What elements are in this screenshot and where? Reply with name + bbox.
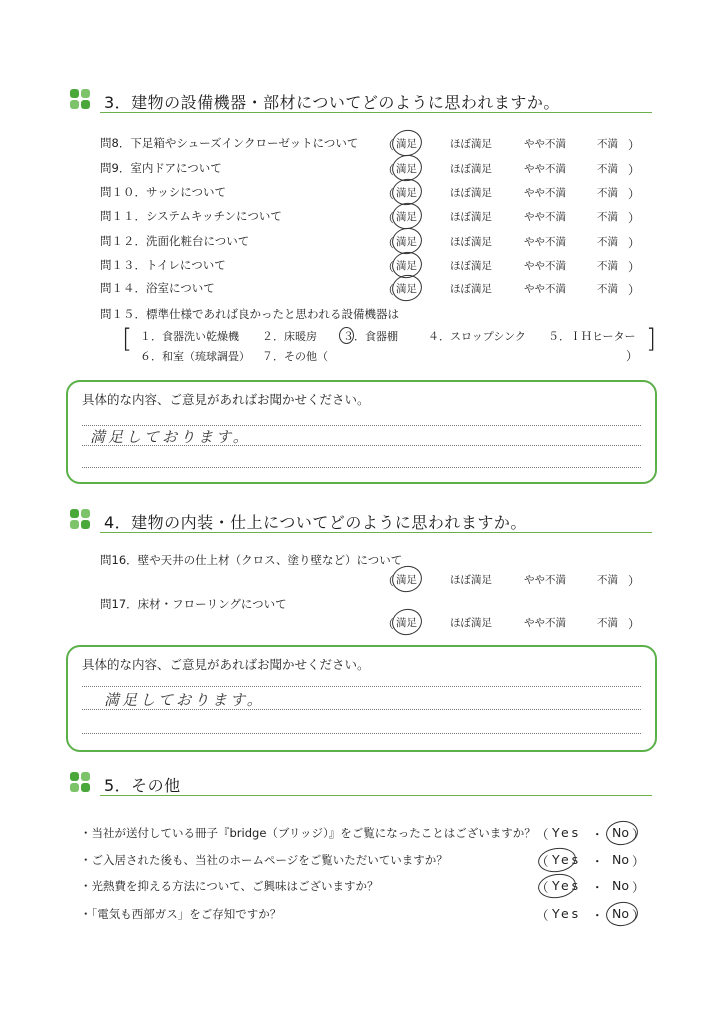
section-3-title: 3．建物の設備機器・部材についてどのように思われますか。	[104, 93, 560, 112]
option-fuman[interactable]: 不満	[597, 187, 618, 199]
paren-open: （	[382, 163, 395, 177]
option-manzoku[interactable]: 満足	[396, 574, 417, 586]
q15-question: 問１５．標準仕様であれば良かったと思われる設備機器は	[100, 307, 399, 321]
section-5-title: 5．その他	[104, 776, 181, 795]
option-hobo-manzoku[interactable]: ほぼ満足	[450, 260, 492, 272]
option-fuman[interactable]: 不満	[597, 283, 618, 295]
option-hobo-manzoku[interactable]: ほぼ満足	[450, 211, 492, 223]
option-fuman[interactable]: 不満	[597, 574, 618, 586]
option-fuman[interactable]: 不満	[597, 236, 618, 248]
yn-dot: ・	[591, 908, 604, 923]
question-text: 問8．下足箱やシューズインクローゼットについて	[100, 136, 359, 150]
yn-yes[interactable]: Yes	[552, 852, 582, 867]
yn-close: ）	[632, 880, 645, 895]
selected-circle	[390, 272, 425, 304]
selected-circle	[390, 606, 425, 638]
paren-close: ）	[628, 163, 641, 177]
comment-box-label: 具体的な内容、ご意見があればお聞かせください。	[82, 392, 370, 407]
option-yaya-fuman[interactable]: やや不満	[524, 138, 566, 150]
s5-question-text: ・「電気も西部ガス」をご存知ですか？	[80, 907, 282, 921]
option-fuman[interactable]: 不満	[597, 163, 618, 175]
paren-open: （	[382, 138, 395, 152]
s5-question-text: ・ご入居された後も、当社のホームページをご覧いただいていますか？	[80, 853, 448, 867]
question-text: 問１３．トイレについて	[100, 258, 226, 272]
q15-bracket-left: [	[122, 324, 133, 354]
section-3-comment-text: 満足しております。	[90, 428, 251, 446]
paren-close: ）	[628, 187, 641, 201]
option-yaya-fuman[interactable]: やや不満	[524, 283, 566, 295]
option-fuman[interactable]: 不満	[597, 260, 618, 272]
option-yaya-fuman[interactable]: やや不満	[524, 574, 566, 586]
option-manzoku[interactable]: 満足	[396, 236, 417, 248]
q15-option[interactable]: ３．食器棚	[343, 330, 398, 343]
option-hobo-manzoku[interactable]: ほぼ満足	[450, 187, 492, 199]
paren-open: （	[382, 187, 395, 201]
option-fuman[interactable]: 不満	[597, 138, 618, 150]
question-text: 問9．室内ドアについて	[100, 161, 222, 175]
q15-bracket-right: ]	[646, 324, 657, 354]
option-hobo-manzoku[interactable]: ほぼ満足	[450, 236, 492, 248]
section-4-comment-box	[66, 645, 657, 752]
section-4-icon	[70, 509, 92, 531]
q15-option[interactable]: ２．床暖房	[262, 330, 317, 343]
section-3-rule	[100, 112, 652, 113]
yn-no[interactable]: No	[612, 878, 629, 893]
yn-no[interactable]: No	[612, 852, 629, 867]
yn-open: （	[536, 827, 549, 842]
option-yaya-fuman[interactable]: やや不満	[524, 187, 566, 199]
section-5-icon	[70, 772, 92, 794]
option-manzoku[interactable]: 満足	[396, 617, 417, 629]
question-text: 問１２．洗面化粧台について	[100, 234, 250, 248]
option-yaya-fuman[interactable]: やや不満	[524, 236, 566, 248]
yn-close: ）	[632, 854, 645, 869]
yn-no[interactable]: No	[612, 825, 629, 840]
yn-dot: ・	[591, 854, 604, 869]
answer-circle	[537, 871, 578, 900]
option-yaya-fuman[interactable]: やや不満	[524, 260, 566, 272]
s5-question-text: ・当社が送付している冊子『bridge（ブリッジ）』をご覧になったことはございますか？	[80, 826, 536, 840]
paren-close: ）	[628, 236, 641, 250]
yn-dot: ・	[591, 880, 604, 895]
q15-option[interactable]: ６．和室（琉球調畳）	[140, 350, 250, 363]
paren-close: ）	[628, 283, 641, 297]
question-text: 問１０．サッシについて	[100, 185, 227, 199]
yn-yes[interactable]: Yes	[552, 906, 582, 921]
yn-open: （	[536, 880, 549, 895]
option-manzoku[interactable]: 満足	[396, 260, 417, 272]
question-text: 問16．壁や天井の仕上材（クロス、塗り壁など）について	[100, 553, 403, 567]
yn-close: ）	[632, 908, 645, 923]
comment-line	[82, 733, 641, 734]
section-5-rule	[100, 795, 652, 796]
option-manzoku[interactable]: 満足	[396, 211, 417, 223]
q15-option[interactable]: ４．スロップシンク	[428, 330, 526, 343]
paren-open: （	[382, 236, 395, 250]
option-hobo-manzoku[interactable]: ほぼ満足	[450, 283, 492, 295]
yn-open: （	[536, 908, 549, 923]
section-4-comment-text: 満足しております。	[104, 691, 265, 709]
yn-yes[interactable]: Yes	[552, 878, 582, 893]
q15-option[interactable]: ７．その他（	[262, 350, 328, 363]
section-3-comment-box	[66, 380, 657, 484]
option-fuman[interactable]: 不満	[597, 617, 618, 629]
section-4-rule	[100, 532, 652, 533]
paren-close: ）	[628, 138, 641, 152]
question-text: 問17．床材・フローリングについて	[100, 597, 287, 611]
paren-open: （	[382, 617, 395, 631]
paren-close: ）	[628, 574, 641, 588]
paren-open: （	[382, 211, 395, 225]
q15-option[interactable]: １．食器洗い乾燥機	[140, 330, 239, 343]
option-fuman[interactable]: 不満	[597, 211, 618, 223]
option-hobo-manzoku[interactable]: ほぼ満足	[450, 138, 492, 150]
option-hobo-manzoku[interactable]: ほぼ満足	[450, 163, 492, 175]
comment-line	[82, 686, 641, 687]
paren-close: ）	[628, 260, 641, 274]
option-manzoku[interactable]: 満足	[396, 283, 417, 295]
option-yaya-fuman[interactable]: やや不満	[524, 617, 566, 629]
option-manzoku[interactable]: 満足	[396, 138, 417, 150]
q15-selected-circle	[339, 327, 354, 344]
q15-option[interactable]: ５．ＩＨヒーター	[548, 330, 636, 343]
option-hobo-manzoku[interactable]: ほぼ満足	[450, 617, 492, 629]
question-text: 問１４．浴室について	[100, 281, 215, 295]
option-yaya-fuman[interactable]: やや不満	[524, 211, 566, 223]
s5-question-text: ・光熱費を抑える方法について、ご興味はございますか？	[80, 879, 379, 893]
yn-open: （	[536, 854, 549, 869]
paren-open: （	[382, 283, 395, 297]
yn-close: ）	[632, 827, 645, 842]
paren-open: （	[382, 260, 395, 274]
section-4-title: 4．建物の内装・仕上についてどのように思われますか。	[104, 513, 527, 532]
answer-circle	[537, 845, 578, 874]
yn-no[interactable]: No	[612, 906, 629, 921]
yn-dot: ・	[591, 827, 604, 842]
option-hobo-manzoku[interactable]: ほぼ満足	[450, 574, 492, 586]
paren-open: （	[382, 574, 395, 588]
paren-close: ）	[628, 617, 641, 631]
question-text: 問１１．システムキッチンについて	[100, 209, 282, 223]
option-manzoku[interactable]: 満足	[396, 163, 417, 175]
option-manzoku[interactable]: 満足	[396, 187, 417, 199]
paren-close: ）	[628, 211, 641, 225]
comment-line	[82, 467, 641, 468]
yn-yes[interactable]: Yes	[552, 825, 582, 840]
q15-paren-close: ）	[626, 349, 639, 363]
comment-box-label: 具体的な内容、ご意見があればお聞かせください。	[82, 657, 370, 672]
option-yaya-fuman[interactable]: やや不満	[524, 163, 566, 175]
section-3-icon	[70, 89, 92, 111]
